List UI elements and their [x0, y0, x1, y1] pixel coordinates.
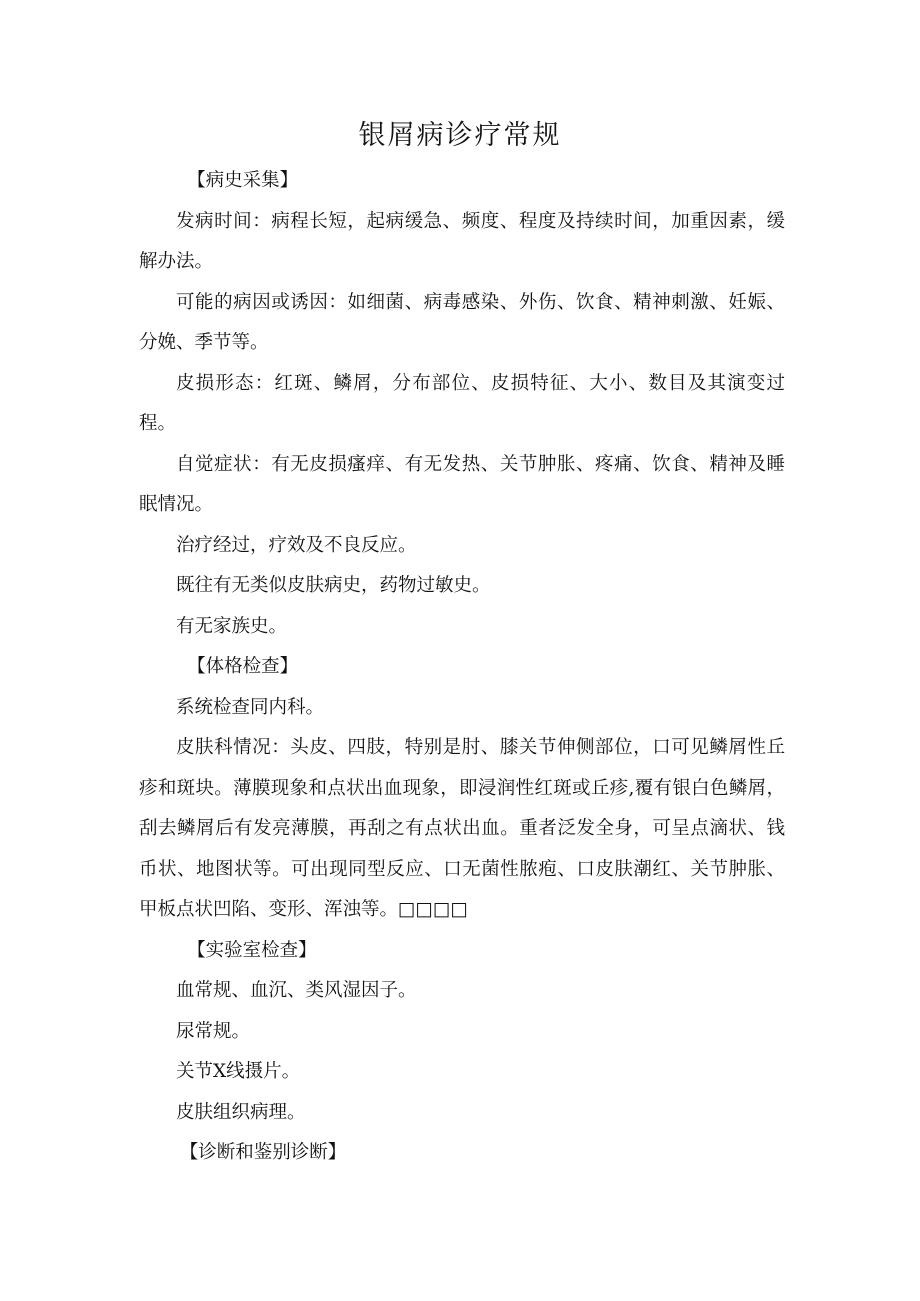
- section-heading-diagnosis: 【诊断和鉴别诊断】: [179, 1142, 347, 1163]
- paragraph: 系统检查同内科。: [176, 696, 325, 718]
- document-body: [139, 161, 785, 1174]
- paragraph: 血常规、血沉、类风湿因子。: [176, 980, 417, 1001]
- paragraph: 既往有无类似皮肤病史，药物过敏史。: [176, 575, 491, 596]
- paragraph: 尿常规。: [176, 1020, 251, 1042]
- paragraph: 皮损形态：红斑、鳞屑，分布部位、皮损特征、大小、数目及其演变过程。: [139, 372, 785, 434]
- paragraph: 皮肤科情况：头皮、四肢，特别是肘、膝关节伸侧部位，口可见鳞屑性丘疹和斑块。薄膜现象和点状出血现象，即浸润性红斑或丘疹,覆有银白色鳞屑，刮去鳞屑后有发亮薄膜，再刮之有点状出血。重者泛发全身，可呈点滴状、钱币状、地图状等。可出现同型反应、口无菌性脓疱、口皮肤潮红、关节肿胀、甲板点状凹陷、变形、浑浊等。□□□□: [139, 737, 785, 920]
- paragraph: 关节X线摄片。: [176, 1061, 301, 1082]
- document-title: 银屑病诊疗常规: [358, 120, 562, 151]
- paragraph: 皮肤组织病理。: [176, 1101, 306, 1123]
- section-heading-exam: 【体格检查】: [187, 656, 299, 677]
- section-heading-history: 【病史采集】: [187, 170, 299, 191]
- paragraph: 自觉症状：有无皮损瘙痒、有无发热、关节肿胀、疼痛、饮食、精神及睡眠情况。: [139, 453, 785, 515]
- paragraph: 发病时间：病程长短，起病缓急、频度、程度及持续时间，加重因素，缓解办法。: [139, 210, 785, 272]
- paragraph: 治疗经过，疗效及不良反应。: [176, 534, 417, 556]
- section-heading-lab: 【实验室检查】: [187, 939, 317, 961]
- paragraph: 有无家族史。: [176, 615, 288, 637]
- paragraph: 可能的病因或诱因：如细菌、病毒感染、外伤、饮食、精神刺激、妊娠、分娩、季节等。: [139, 291, 785, 353]
